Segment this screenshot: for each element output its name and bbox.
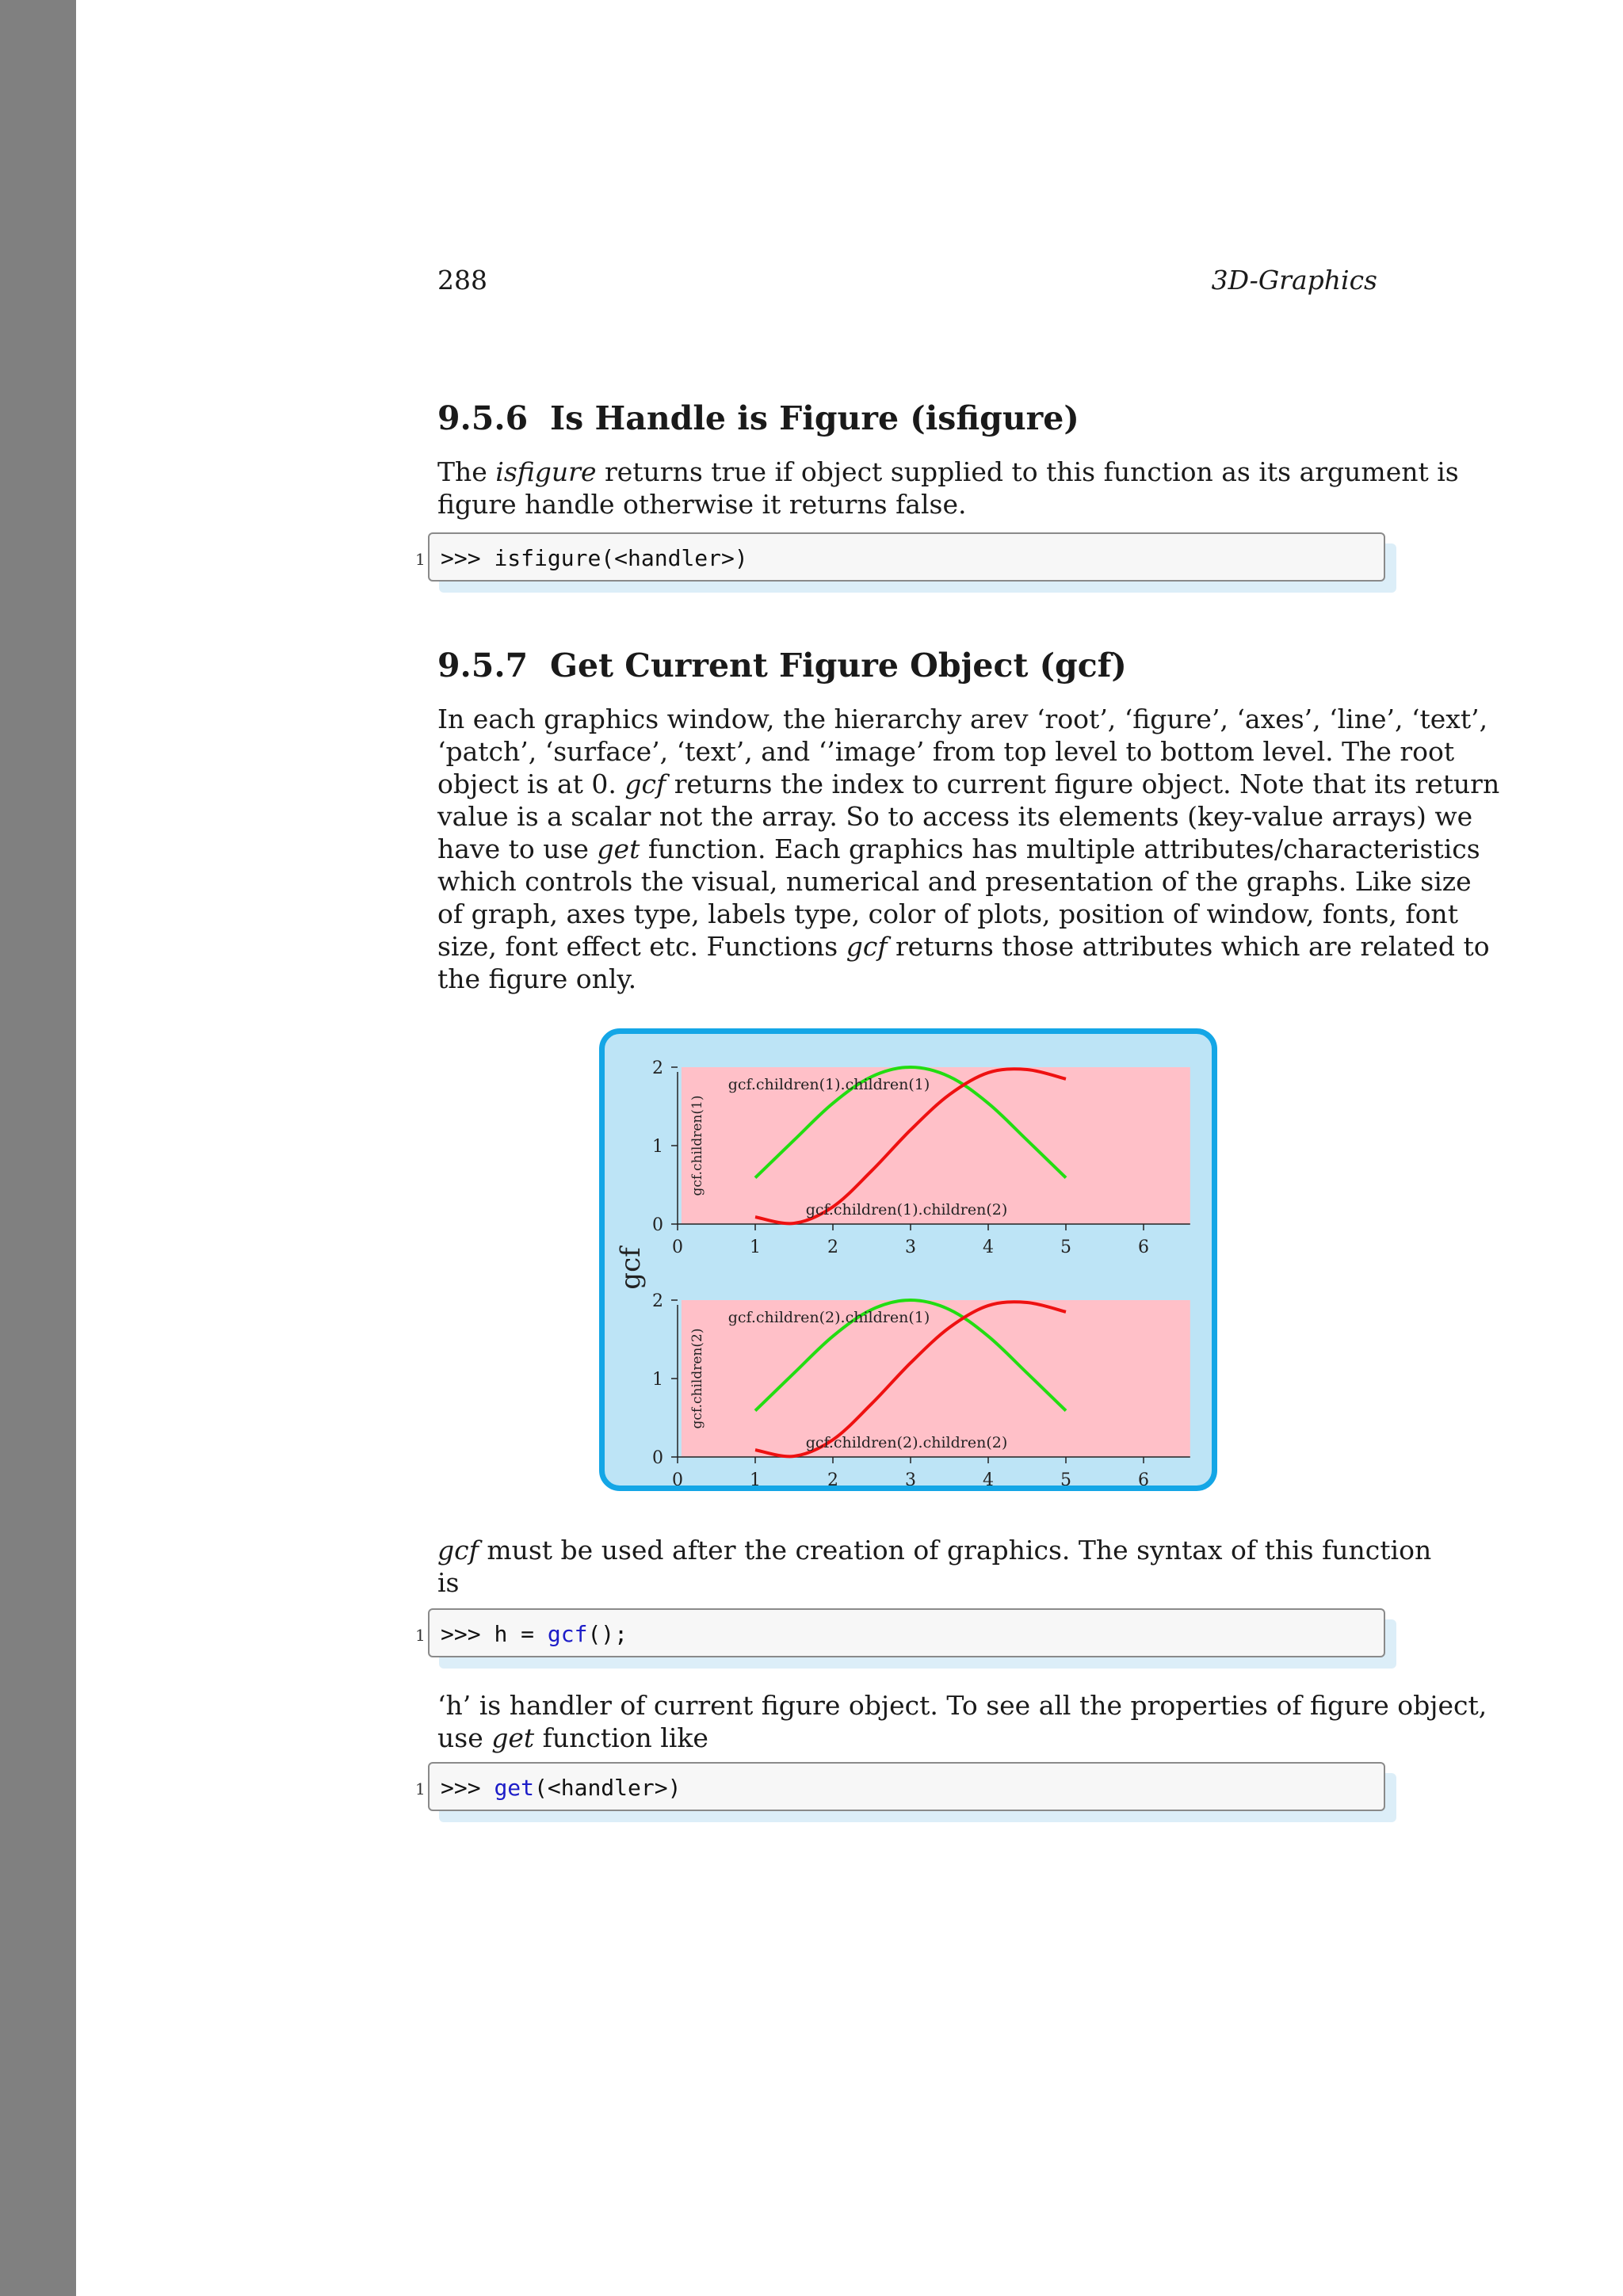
text-line [437,1722,1377,1754]
italic-term: get [491,1722,535,1753]
y-tick-label: 1 [652,1370,663,1390]
code-line-number: 1 [415,1779,426,1798]
text-run: object is at 0. [437,769,625,799]
x-tick-label: 1 [750,1238,761,1257]
x-tick-label: 6 [1138,1238,1149,1257]
code-function: gcf [547,1621,588,1647]
code-statement: isfigure(<handler>) [494,545,748,571]
text-line [437,865,1472,898]
italic-term: gcf [846,931,888,962]
text-run: returns the index to current figure object. Note that its return [666,769,1500,799]
paragraph [437,1534,1432,1599]
y-tick-label: 0 [652,1215,663,1235]
text-run: ‘patch’, ‘surface’, ‘text’, and ‘’image’ from top level to bottom level. The root [437,736,1455,767]
paragraph [437,1689,1487,1754]
text-run: function like [534,1722,708,1753]
x-tick-label: 2 [827,1470,838,1490]
series-label: gcf.children(2).children(2) [805,1434,1008,1451]
text-line [437,456,1459,488]
text-run: function. Each graphics has multiple attributes/characteristics [640,833,1480,864]
text-line [437,800,1473,833]
x-tick-label: 3 [905,1470,916,1490]
text-run: ‘h’ is handler of current figure object. To see all the properties of figure object, [437,1690,1487,1721]
x-tick-label: 3 [905,1238,916,1257]
text-run: returns those attributes which are related to [887,931,1490,962]
section-heading [437,399,1079,437]
text-line [437,1689,1487,1722]
code-prompt: >>> [441,1775,495,1801]
section-heading [437,646,1127,685]
x-tick-label: 4 [983,1470,994,1490]
code-text [441,1621,628,1647]
text-run: The [437,456,496,487]
page-number: 288 [437,265,487,296]
text-line [437,833,1480,865]
text-run: In each graphics window, the hierarchy arev ‘root’, ‘figure’, ‘axes’, ‘line’, ‘text’, [437,704,1488,734]
text-line [437,488,1377,521]
code-assign: h = [494,1621,548,1647]
figure-gcf [599,1028,1217,1491]
paragraph [437,456,1459,521]
code-prompt: >>> [441,545,495,571]
text-run: is [437,1567,460,1598]
section-title: Is Handle is Figure (isfigure) [550,399,1079,437]
text-run: of graph, axes type, labels type, color of plots, position of window, fonts, font [437,898,1458,929]
gcf-chart [605,1034,1217,1491]
x-tick-label: 0 [672,1238,683,1257]
italic-term: get [597,833,640,864]
text-run: value is a scalar not the array. So to access its elements (key-value arrays) we [437,801,1473,832]
text-line [437,735,1455,768]
code-text [441,545,748,571]
code-args: (<handler>) [534,1775,682,1801]
text-line [437,898,1458,930]
code-line-number: 1 [415,1626,426,1645]
y-tick-label: 1 [652,1137,663,1157]
outer-axis-label: gcf [615,1247,647,1290]
code-prompt: >>> [441,1621,495,1647]
text-line [437,963,1377,995]
code-block [415,1762,1385,1811]
text-run: have to use [437,833,598,864]
y-tick-label: 2 [652,1291,663,1311]
x-tick-label: 5 [1060,1238,1071,1257]
y-tick-label: 0 [652,1448,663,1468]
text-run: size, font effect etc. Functions [437,931,846,962]
section-title: Get Current Figure Object (gcf) [550,646,1127,685]
code-args: (); [587,1621,628,1647]
y-axis-label: gcf.children(2) [689,1328,705,1429]
code-function: get [494,1775,535,1801]
paragraph [437,703,1500,995]
series-label: gcf.children(2).children(1) [727,1309,930,1326]
x-tick-label: 0 [672,1470,683,1490]
x-tick-label: 4 [983,1238,994,1257]
y-axis-label: gcf.children(1) [689,1095,705,1196]
italic-term: isfigure [495,456,597,487]
section-number: 9.5.6 [437,399,529,437]
code-text [441,1775,681,1801]
x-tick-label: 1 [750,1470,761,1490]
text-line [437,703,1488,735]
text-run: use [437,1722,492,1753]
x-tick-label: 2 [827,1238,838,1257]
code-line-number: 1 [415,550,426,569]
x-tick-label: 5 [1060,1470,1071,1490]
italic-term: gcf [624,769,666,799]
text-line [437,768,1500,800]
italic-term: gcf [437,1535,479,1566]
page-margin-bar [0,0,76,2296]
code-block [415,1608,1385,1657]
text-run: figure handle otherwise it returns false. [437,489,967,520]
section-number: 9.5.7 [437,646,529,685]
text-line [437,1534,1432,1566]
code-block [415,532,1385,582]
series-label: gcf.children(1).children(2) [805,1201,1008,1219]
text-run: which controls the visual, numerical and presentation of the graphs. Like size [437,866,1472,897]
series-label: gcf.children(1).children(1) [727,1076,930,1093]
text-run: must be used after the creation of graphics. The syntax of this function [478,1535,1432,1566]
text-run: the figure only. [437,963,637,994]
text-line [437,930,1490,963]
y-tick-label: 2 [652,1058,663,1078]
text-run: returns true if object supplied to this function as its argument is [596,456,1459,487]
text-line [437,1566,1377,1599]
running-title: 3D-Graphics [1211,265,1377,296]
x-tick-label: 6 [1138,1470,1149,1490]
